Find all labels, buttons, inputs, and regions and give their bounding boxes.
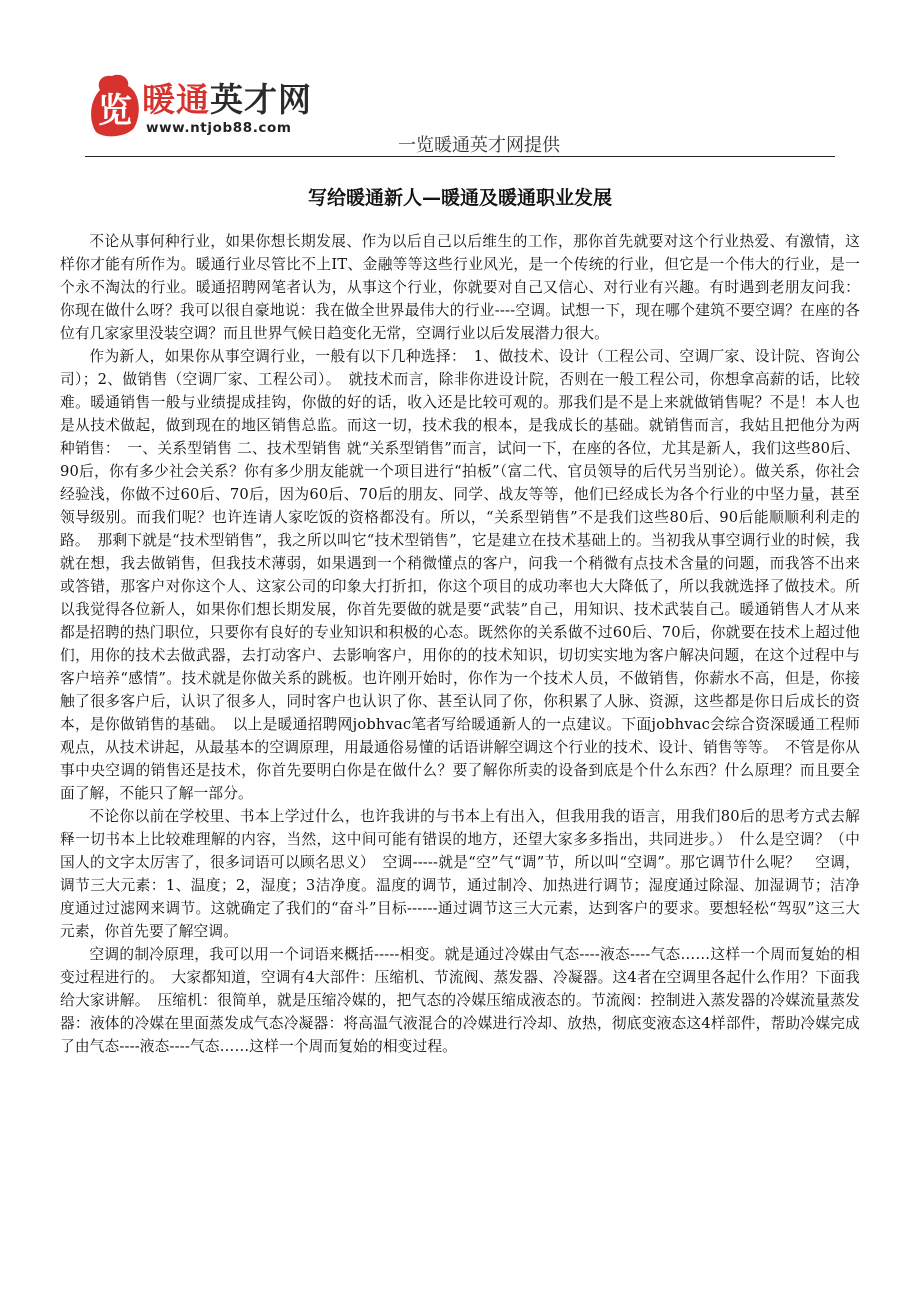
paragraph-3: 不论你以前在学校里、书本上学过什么，也许我讲的与书本上有出入，但我用我的语言，用我们80后的思考方式去解释一切书本上比较难理解的内容，当然，这中间可能有错误的地方，还望大家多多指出，共同进步。） 什么是空调？（中国人的文字太厉害了，很多词语可以顾名思义） 空调-----就是“空”气“调”节，所以叫“空调”。那它调节什么呢？ 空调，调节三大元素：1、温度；2，湿度；3洁净度。温度的调节，通过制冷、加热进行调节；湿度通过除湿、加湿调节；洁净度通过过滤网来调节。这就确定了我们的“奋斗”目标------通过调节这三大元素，达到客户的要求。要想轻松“驾驭”这三大元素，你首先要了解空调。: [60, 808, 860, 940]
paragraph-1: 不论从事何种行业，如果你想长期发展、作为以后自己以后维生的工作，那你首先就要对这个行业热爱、有激情，这样你才能有所作为。暖通行业尽管比不上IT、金融等等这些行业风光，是一个传统的行业，但它是一个伟大的行业，是一个永不淘汰的行业。暖通招聘网笔者认为，从事这个行业，你就要对自己又信心、对行业有兴趣。有时遇到老朋友问我：你现在做什么呀？我可以很自豪地说：我在做全世界最伟大的行业----空调。试想一下，现在哪个建筑不要空调？在座的各位有几家家里没装空调？而且世界气候日趋变化无常，空调行业以后发展潜力很大。: [60, 233, 860, 342]
logo-name-red: 暖通: [142, 80, 210, 119]
document-body: [60, 230, 860, 1058]
provided-by-label: 一览暖通英才网提供: [398, 135, 560, 156]
logo-mark-icon: [86, 70, 144, 140]
site-logo[interactable]: [86, 70, 326, 142]
paragraph-4: 空调的制冷原理，我可以用一个词语来概括-----相变。就是通过冷媒由气态----液态----气态……这样一个周而复始的相变过程进行的。 大家都知道，空调有4大部件：压缩机、节流阀、蒸发器、冷凝器。这4者在空调里各起什么作用？下面我给大家讲解。 压缩机：很简单，就是压缩冷媒的，把气态的冷媒压缩成液态的。节流阀：控制进入蒸发器的冷媒流量蒸发器：液体的冷媒在里面蒸发成气态冷凝器：将高温气液混合的冷媒进行冷却、放热，彻底变液态这4样部件，帮助冷媒完成了由气态----液态----气态……这样一个周而复始的相变过程。: [60, 946, 860, 1055]
svg-text:览: 览: [98, 91, 132, 131]
document-title: 写给暖通新人—暖通及暖通职业发展: [307, 186, 612, 209]
logo-name: [142, 74, 312, 121]
header-divider: [85, 156, 835, 157]
logo-url[interactable]: www.ntjob88.com: [146, 120, 292, 136]
logo-name-dark: 英才网: [210, 80, 312, 119]
paragraph-2: 作为新人，如果你从事空调行业，一般有以下几种选择： 1、做技术、设计（工程公司、空调厂家、设计院、咨询公司）；2、做销售（空调厂家、工程公司）。 就技术而言，除非你进设计院，否则在一般工程公司，你想拿高薪的话，比较难。暖通销售一般与业绩提成挂钩，你做的好的话，收入还是比较可观的。那我们是不是上来就做销售呢？不是！本人也是从技术做起，做到现在的地区销售总监。而这一切，技术我的根本，是我成长的基础。就销售而言，我姑且把他分为两种销售： 一、关系型销售 二、技术型销售 就“关系型销售”而言，试问一下，在座的各位，尤其是新人，我们这些80后、90后，你有多少社会关系？你有多少朋友能就一个项目进行“拍板”（富二代、官员领导的后代另当别论）。做关系，你社会经验浅，你做不过60后、70后，因为60后、70后的朋友、同学、战友等等，他们已经成长为各个行业的中坚力量，甚至领导级别。而我们呢？也许连请人家吃饭的资格都没有。所以，“关系型销售”不是我们这些80后、90后能顺顺利利走的路。 那剩下就是“技术型销售”，我之所以叫它“技术型销售”，它是建立在技术基础上的。当初我从事空调行业的时候，我就在想，我去做销售，但我技术薄弱，如果遇到一个稍微懂点的客户，问我一个稍微有点技术含量的问题，而我答不出来或答错，那客户对你这个人、这家公司的印象大打折扣，你这个项目的成功率也大大降低了，所以我就选择了做技术。所以我觉得各位新人，如果你们想长期发展，你首先要做的就是要“武装”自己，用知识、技术武装自己。暖通销售人才从来都是招聘的热门职位，只要你有良好的专业知识和积极的心态。既然你的关系做不过60后、70后，你就要在技术上超过他们，用你的技术去做武器，去打动客户、去影响客户，用你的的技术知识，切切实实地为客户解决问题，在这个过程中与客户培养“感情”。技术就是你做关系的跳板。也许刚开始时，你作为一个技术人员，不做销售，你薪水不高，但是，你接触了很多客户后，认识了很多人，同时客户也认识了你、甚至认同了你，你积累了人脉、资源，这些都是你日后成长的资本，是你做销售的基础。 以上是暖通招聘网jobhvac笔者写给暖通新人的一点建议。下面jobhvac会综合资深暖通工程师观点，从技术讲起，从最基本的空调原理，用最通俗易懂的话语讲解空调这个行业的技术、设计、销售等等。 不管是你从事中央空调的销售还是技术，你首先要明白你是在做什么？要了解你所卖的设备到底是个什么东西？什么原理？而且要全面了解，不能只了解一部分。: [60, 348, 860, 802]
